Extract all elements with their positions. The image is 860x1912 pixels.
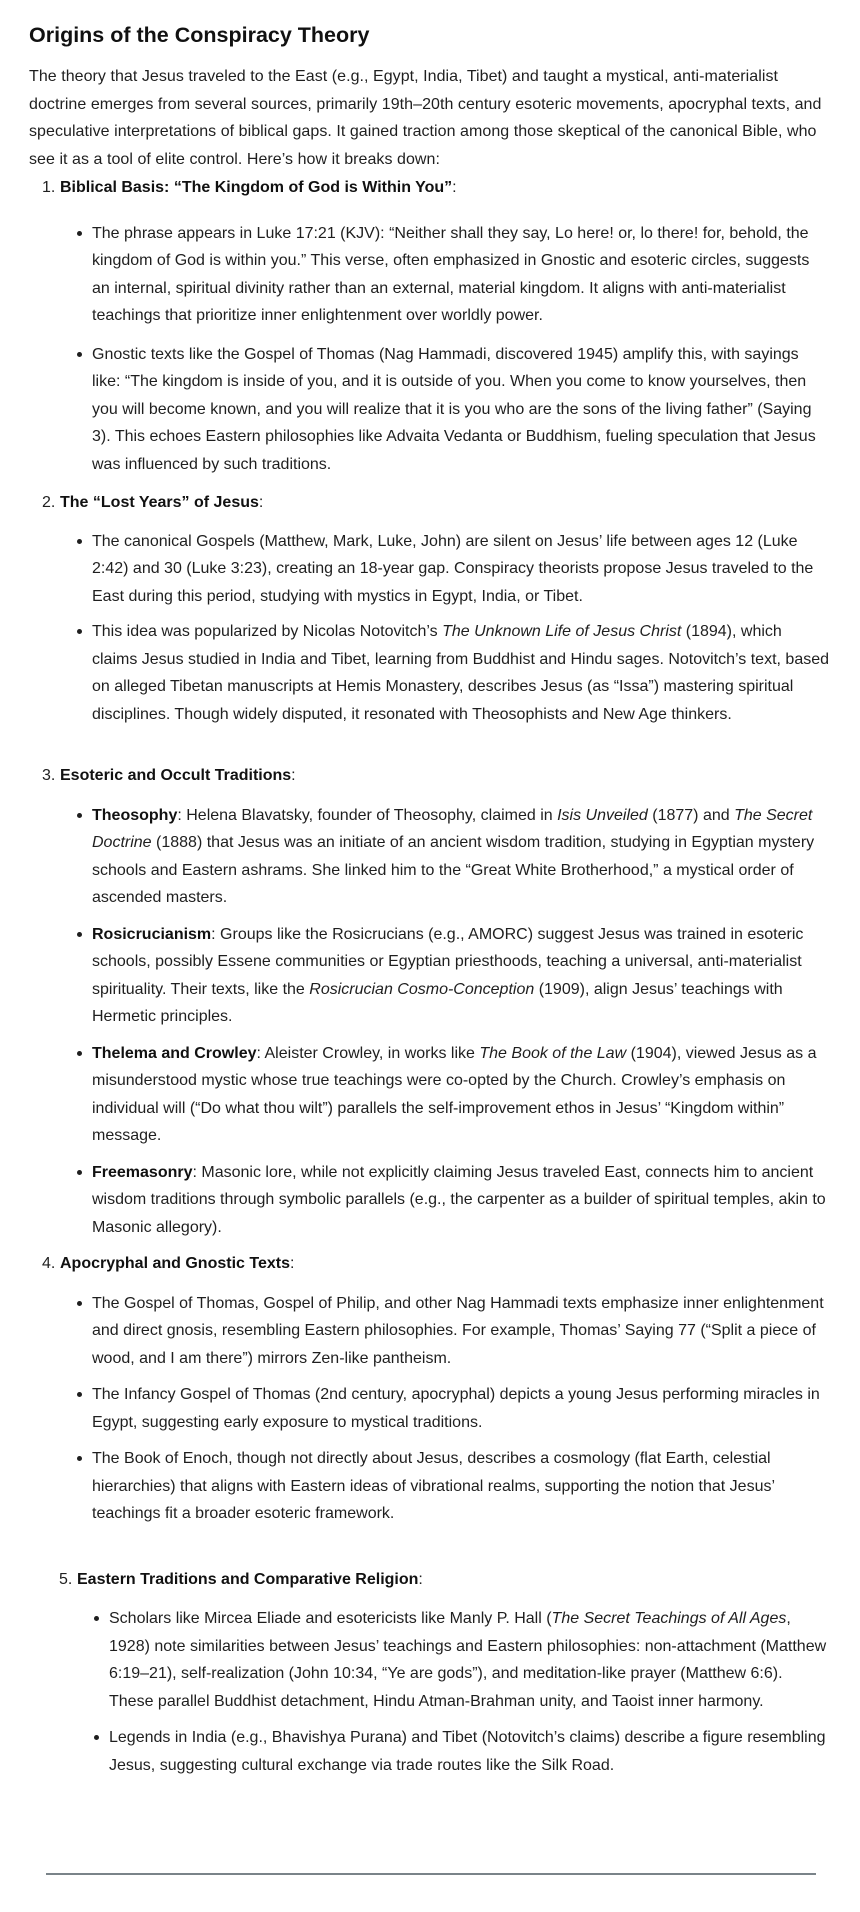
bullet-icon	[77, 1392, 82, 1397]
section-heading: 4. Apocryphal and Gnostic Texts:	[29, 1250, 831, 1278]
intro-paragraph: The theory that Jesus traveled to the East (e.g., Egypt, India, Tibet) and taught a mystical, anti-materialist doctrine emerges from several sources, primarily 19th–20th century esoteric movements, apocryphal texts, and speculative interpretations of biblical gaps. It gained traction among those skeptical of the canonical Bible, who see it as a tool of elite control. Here’s how it breaks down:	[29, 68, 822, 168]
list-item: The Book of Enoch, though not directly about Jesus, describes a cosmology (flat Earth, celestial hierarchies) that aligns with Eastern ideas of vibrational realms, supporting the notion that Jesus’ teachings fit a broader esoteric framework.	[92, 1445, 831, 1528]
book-title: The Secret Teachings of All Ages	[551, 1610, 787, 1627]
bullet-icon	[77, 813, 82, 818]
book-title: Isis Unveiled	[557, 806, 648, 824]
section-esoteric-traditions	[29, 762, 831, 1241]
bullet-icon	[77, 231, 82, 236]
list-number: 2.	[42, 494, 56, 511]
bullet-icon	[94, 1616, 99, 1621]
bullet-icon	[94, 1735, 99, 1740]
bullet-icon	[77, 932, 82, 937]
list-item: Gnostic texts like the Gospel of Thomas (Nag Hammadi, discovered 1945) amplify this, with sayings like: “The kingdom is inside of you, and it is outside of you. When you come to know yourselves, then you will become known, and you will realize that it is you who are the sons of the living father” (Saying 3). This echoes Eastern philosophies like Advaita Vedanta or Buddhism, fueling speculation that Jesus was influenced by such traditions.	[92, 341, 831, 479]
section-heading-text: Biblical Basis: “The Kingdom of God is Within You”	[60, 179, 453, 196]
bullet-icon	[77, 539, 82, 544]
bullet-icon	[77, 1051, 82, 1056]
bullet-icon	[77, 629, 82, 634]
list-item: The Infancy Gospel of Thomas (2nd century, apocryphal) depicts a young Jesus performing miracles in Egypt, suggesting early exposure to mystical traditions.	[92, 1381, 831, 1436]
list-item: This idea was popularized by Nicolas Notovitch’s The Unknown Life of Jesus Christ (1894), which claims Jesus studied in India and Tibet, learning from Buddhist and Hindu sages. Notovitch’s text, based on alleged Tibetan manuscripts at Hemis Monastery, describes Jesus (as “Issa”) mastering spiritual disciplines. Though widely disputed, it resonated with Theosophists and New Age thinkers.	[92, 618, 831, 728]
list-item: The canonical Gospels (Matthew, Mark, Luke, John) are silent on Jesus’ life between ages 12 (Luke 2:42) and 30 (Luke 3:23), creating an 18-year gap. Conspiracy theorists propose Jesus traveled to the East during this period, studying with mystics in Egypt, India, or Tibet.	[92, 528, 831, 611]
bullet-list	[29, 1290, 831, 1528]
list-item: Scholars like Mircea Eliade and esotericists like Manly P. Hall (The Secret Teachings of All Ages, 1928) note similarities between Jesus’ teachings and Eastern philosophies: non-attachment (Matthew 6:19–21), self-realization (John 10:34, “Ye are gods”), and meditation-like prayer (Matthew 6:6). These parallel Buddhist detachment, Hindu Atman-Brahman unity, and Taoist inner harmony.	[109, 1605, 831, 1715]
book-title: Rosicrucian Cosmo-Conception	[309, 980, 535, 998]
section-eastern-traditions	[29, 1566, 831, 1780]
section-heading: 3. Esoteric and Occult Traditions:	[29, 762, 831, 790]
section-heading-text: Apocryphal and Gnostic Texts	[60, 1255, 290, 1272]
section-apocryphal-texts	[29, 1250, 831, 1528]
section-heading-text: The “Lost Years” of Jesus	[60, 494, 259, 511]
bullet-icon	[77, 1301, 82, 1306]
list-item-freemasonry: Freemasonry: Masonic lore, while not explicitly claiming Jesus traveled East, connects him to ancient wisdom traditions through symbolic parallels (e.g., the carpenter as a builder of spiritual temples, akin to Masonic allegory).	[92, 1159, 831, 1242]
page-title: Origins of the Conspiracy Theory	[29, 23, 370, 47]
list-number: 1.	[42, 179, 56, 196]
book-title: The Unknown Life of Jesus Christ	[442, 623, 682, 640]
book-title: The Secret Doctrine	[92, 806, 813, 851]
bullet-list	[29, 802, 831, 1242]
bullet-list	[29, 1605, 831, 1779]
list-number: 4.	[42, 1255, 56, 1272]
section-biblical-basis	[29, 174, 831, 478]
section-lost-years	[29, 489, 831, 728]
list-item-theosophy: Theosophy: Helena Blavatsky, founder of Theosophy, claimed in Isis Unveiled (1877) and The Secret Doctrine (1888) that Jesus was an initiate of an ancient wisdom tradition, studying in Egyptian mystery schools and Eastern ashrams. She linked him to the “Great White Brotherhood,” a mystical order of ascended masters.	[92, 802, 831, 912]
bullet-icon	[77, 352, 82, 357]
section-heading: 5. Eastern Traditions and Comparative Religion:	[29, 1566, 831, 1594]
list-number: 5.	[59, 1570, 73, 1588]
list-item: The phrase appears in Luke 17:21 (KJV): “Neither shall they say, Lo here! or, lo there! for, behold, the kingdom of God is within you.” This verse, often emphasized in Gnostic and esoteric circles, suggests an internal, spiritual divinity rather than an external, material kingdom. It aligns with anti-materialist teachings that prioritize inner enlightenment over worldly power.	[92, 220, 831, 330]
bullet-list	[29, 220, 831, 479]
bullet-list	[29, 528, 831, 729]
list-item: Legends in India (e.g., Bhavishya Purana) and Tibet (Notovitch’s claims) describe a figure resembling Jesus, suggesting cultural exchange via trade routes like the Silk Road.	[109, 1724, 831, 1779]
section-heading-text: Esoteric and Occult Traditions	[60, 767, 292, 784]
bullet-icon	[77, 1456, 82, 1461]
list-item: The Gospel of Thomas, Gospel of Philip, and other Nag Hammadi texts emphasize inner enlightenment and direct gnosis, resembling Eastern philosophies. For example, Thomas’ Saying 77 (“Split a piece of wood, and I am there”) mirrors Zen-like pantheism.	[92, 1290, 831, 1373]
list-item-thelema: Thelema and Crowley: Aleister Crowley, in works like The Book of the Law (1904), viewed Jesus as a misunderstood mystic whose true teachings were co-opted by the Church. Crowley’s emphasis on individual will (“Do what thou wilt”) parallels the self-improvement ethos in Jesus’ “Kingdom within” message.	[92, 1040, 831, 1150]
section-heading: 2. The “Lost Years” of Jesus:	[29, 489, 831, 517]
book-title: The Book of the Law	[479, 1044, 627, 1062]
list-item-rosicrucianism: Rosicrucianism: Groups like the Rosicrucians (e.g., AMORC) suggest Jesus was trained in esoteric schools, possibly Essene communities or Egyptian priesthoods, teaching a universal, anti-materialist spirituality. Their texts, like the Rosicrucian Cosmo-Conception (1909), align Jesus’ teachings with Hermetic principles.	[92, 921, 831, 1031]
section-heading: 1. Biblical Basis: “The Kingdom of God is Within You”:	[29, 174, 831, 202]
list-number: 3.	[42, 767, 56, 784]
divider	[46, 1873, 816, 1875]
bullet-icon	[77, 1170, 82, 1175]
section-heading-text: Eastern Traditions and Comparative Religion	[77, 1570, 419, 1588]
